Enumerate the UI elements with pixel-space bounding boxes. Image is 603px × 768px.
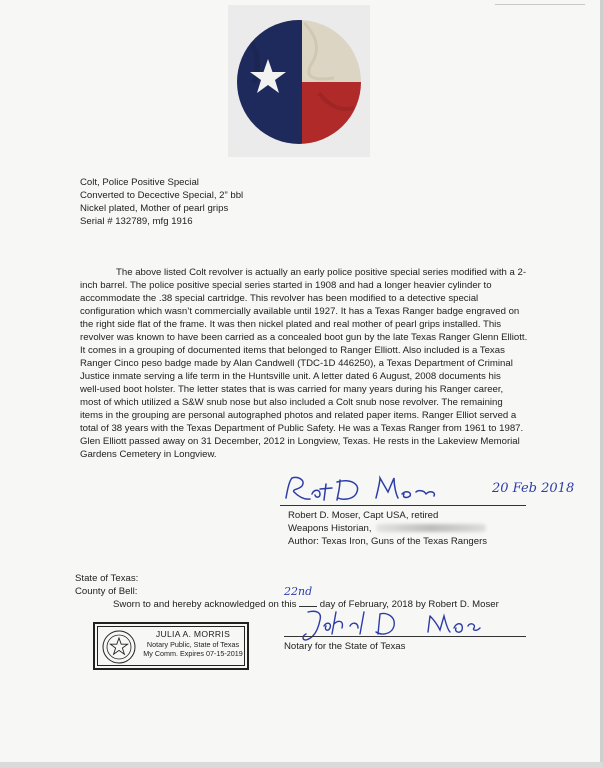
body-line: inch barrel. The police positive special series started in 1908 and had a longer heavier cylinder to xyxy=(80,280,492,291)
body-line: Glen Elliott passed away on 31 December, 2012 in Longview, Texas. He rests in the Lakeview Memorial xyxy=(80,436,520,447)
notary-line: Notary Public, State of Texas xyxy=(146,639,240,649)
redacted-text xyxy=(376,524,486,532)
sworn-suffix: day of February, 2018 by Robert D. Moser xyxy=(317,599,499,610)
item-description xyxy=(80,176,243,228)
county-line: County of Bell: xyxy=(75,586,138,597)
body-line: It comes in a grouping of documented items that belonged to Ranger Elliott. Also included is a Texas xyxy=(80,345,505,356)
author-name: Robert D. Moser, Capt USA, retired xyxy=(288,510,439,521)
notary-name: JULIA A. MORRIS xyxy=(155,629,231,639)
body-paragraph xyxy=(80,266,553,461)
page-edge xyxy=(0,762,603,768)
body-line: the right side flat of the frame. It was then nickel plated and real mother of pearl grips installed. This xyxy=(80,319,502,330)
handwritten-day: 22nd xyxy=(284,585,313,598)
stray-mark xyxy=(495,4,585,5)
body-line: The above listed Colt revolver is actually an early police positive special series modified with a 2- xyxy=(116,267,527,278)
body-line: items in the grouping are personal autographed photos and related paper items. Ranger Elliot served a xyxy=(80,410,517,421)
notary-title: Notary for the State of Texas xyxy=(284,641,406,652)
item-line: Serial # 132789, mfg 1916 xyxy=(80,216,193,227)
item-line: Nickel plated, Mother of pearl grips xyxy=(80,203,229,214)
body-line: Gardens Cemetery in Longview. xyxy=(80,449,217,460)
author-book: Author: Texas Iron, Guns of the Texas Rangers xyxy=(288,536,488,547)
body-line: Ranger Cinco peso badge made by Alan Candwell (TDC-1D 446250), a Texas Department of Criminal xyxy=(80,358,513,369)
item-line: Colt, Police Positive Special xyxy=(80,177,199,188)
handwritten-signature xyxy=(280,472,490,506)
state-line: State of Texas: xyxy=(75,573,139,584)
body-line: accommodate the .38 special cartridge. This revolver has been modified to a detective special xyxy=(80,293,479,304)
item-line: Converted to Decective Special, 2” bbl xyxy=(80,190,244,201)
body-line: revolver was known to have been carried as a concealed boot gun by the late Texas Ranger Glenn Elliott. xyxy=(80,332,528,343)
sworn-prefix: Sworn to and hereby acknowledged on this xyxy=(113,599,300,610)
signature-date: 20 Feb 2018 xyxy=(492,481,575,496)
author-block xyxy=(288,509,487,548)
notary-seal-icon xyxy=(101,629,137,665)
texas-flag-seal xyxy=(228,5,370,157)
body-line: configuration which wasn’t commercially available until 1927. It has a Texas Ranger badge engraved on xyxy=(80,306,520,317)
body-line: well-used boot holster. The letter states that is was carried for many years during his Ranger career, xyxy=(80,384,504,395)
body-line: total of 38 years with the Texas Department of Public Safety. He was a Texas Ranger from 1961 to 1987. xyxy=(80,423,524,434)
jurisdiction xyxy=(75,572,138,598)
texas-flag-circle-icon xyxy=(234,13,364,151)
signature-line xyxy=(280,505,526,506)
body-line: Justice inmate serving a life term in the Huntsville unit. A letter dated 6 August, 2008 documents his xyxy=(80,371,501,382)
body-line: most of which utilized a S&W snub nose but also included a Colt snub nose revolver. The remaining xyxy=(80,397,503,408)
stamp-text xyxy=(143,630,243,659)
notary-expiry: My Comm. Expires 07-15-2019 xyxy=(143,649,243,658)
author-title: Weapons Historian, xyxy=(288,523,372,534)
notary-signature-line xyxy=(284,636,526,637)
notary-stamp xyxy=(93,622,249,670)
